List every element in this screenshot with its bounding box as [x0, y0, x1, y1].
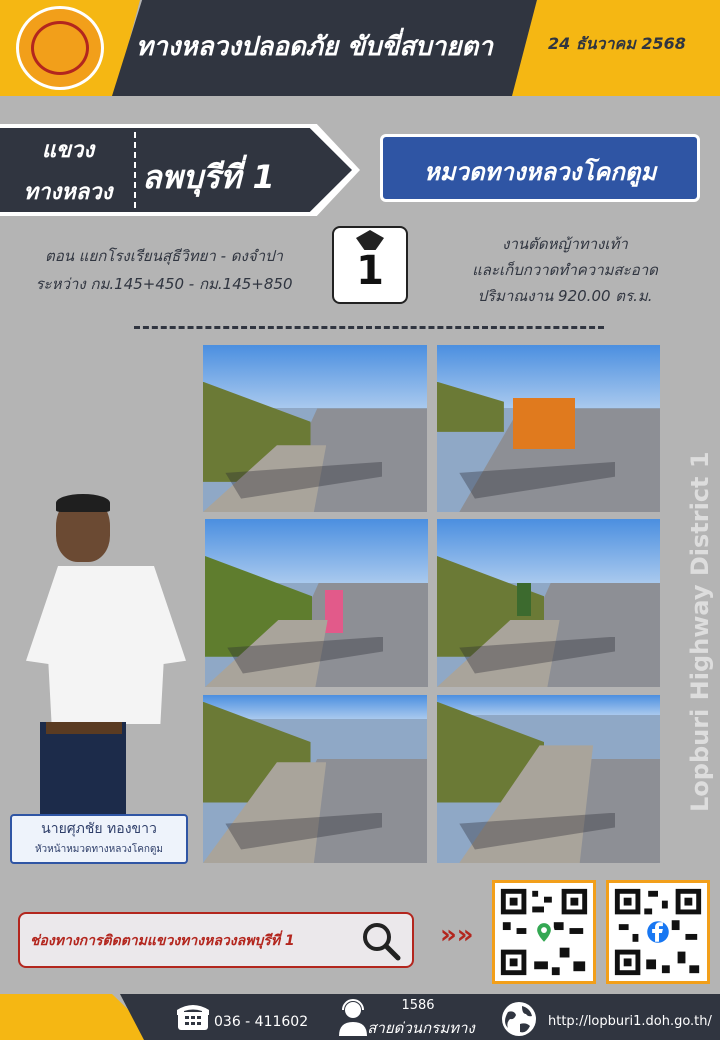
- location-kilometers: ระหว่าง กม.145+450 - กม.145+850: [35, 275, 293, 293]
- watermark-text: Lopburi Highway District 1: [686, 451, 714, 812]
- person-name: นายศุภชัย ทองขาว: [41, 821, 157, 837]
- hotline-label: สายด่วนกรมทาง: [367, 1019, 475, 1037]
- work-photo-4: [437, 519, 660, 687]
- call-center-icon: [336, 998, 370, 1036]
- location-section: ตอน แยกโรงเรียนสุธีวิทยา - ดงจำปา: [45, 247, 283, 265]
- person-belt: [46, 722, 122, 734]
- work-photo-6: [437, 695, 660, 863]
- qr-code-map[interactable]: [492, 880, 596, 984]
- person-title: หัวหน้าหมวดทางหลวงโคกตูม: [34, 844, 164, 855]
- unit-name: หมวดทางหลวงโคกตูม: [423, 158, 657, 186]
- search-icon: [360, 920, 402, 962]
- work-photo-2: [437, 345, 660, 512]
- work-description: งานตัดหญ้าทางเท้า: [502, 235, 628, 253]
- district-label-line1: แขวง: [41, 138, 95, 163]
- report-date: 24 ธันวาคม 2568: [548, 34, 686, 53]
- person-photo: [26, 566, 186, 724]
- phone-icon: [176, 1002, 210, 1032]
- work-photo-3: [205, 519, 428, 687]
- person-hair: [56, 494, 110, 512]
- footer-website-link[interactable]: http://lopburi1.doh.go.th/: [548, 1014, 712, 1029]
- chevron-right-icon: »»: [440, 920, 474, 950]
- hotline-number[interactable]: 1586: [401, 998, 435, 1013]
- logo-emblem: [31, 21, 89, 75]
- district-name: ลพบุรีที่ 1: [142, 158, 275, 196]
- work-quantity: ปริมาณงาน 920.00 ตร.ม.: [477, 287, 653, 305]
- banner-divider: [134, 132, 136, 208]
- page-title: ทางหลวงปลอดภัย ขับขี่สบายตา: [136, 32, 493, 62]
- qr-code-facebook[interactable]: [606, 880, 710, 984]
- person-pants: [40, 722, 126, 818]
- route-number: 1: [356, 248, 384, 294]
- work-description-2: และเก็บกวาดทำความสะอาด: [472, 261, 658, 279]
- section-divider: [134, 326, 604, 329]
- work-photo-1: [203, 345, 427, 512]
- footer-phone[interactable]: 036 - 411602: [214, 1014, 309, 1030]
- globe-icon: [500, 1000, 538, 1038]
- work-photo-5: [203, 695, 427, 863]
- district-label-line2: ทางหลวง: [23, 180, 113, 205]
- department-logo: [16, 6, 104, 90]
- follow-channels-text: ช่องทางการติดตามแขวงทางหลวงลพบุรีที่ 1: [30, 933, 295, 949]
